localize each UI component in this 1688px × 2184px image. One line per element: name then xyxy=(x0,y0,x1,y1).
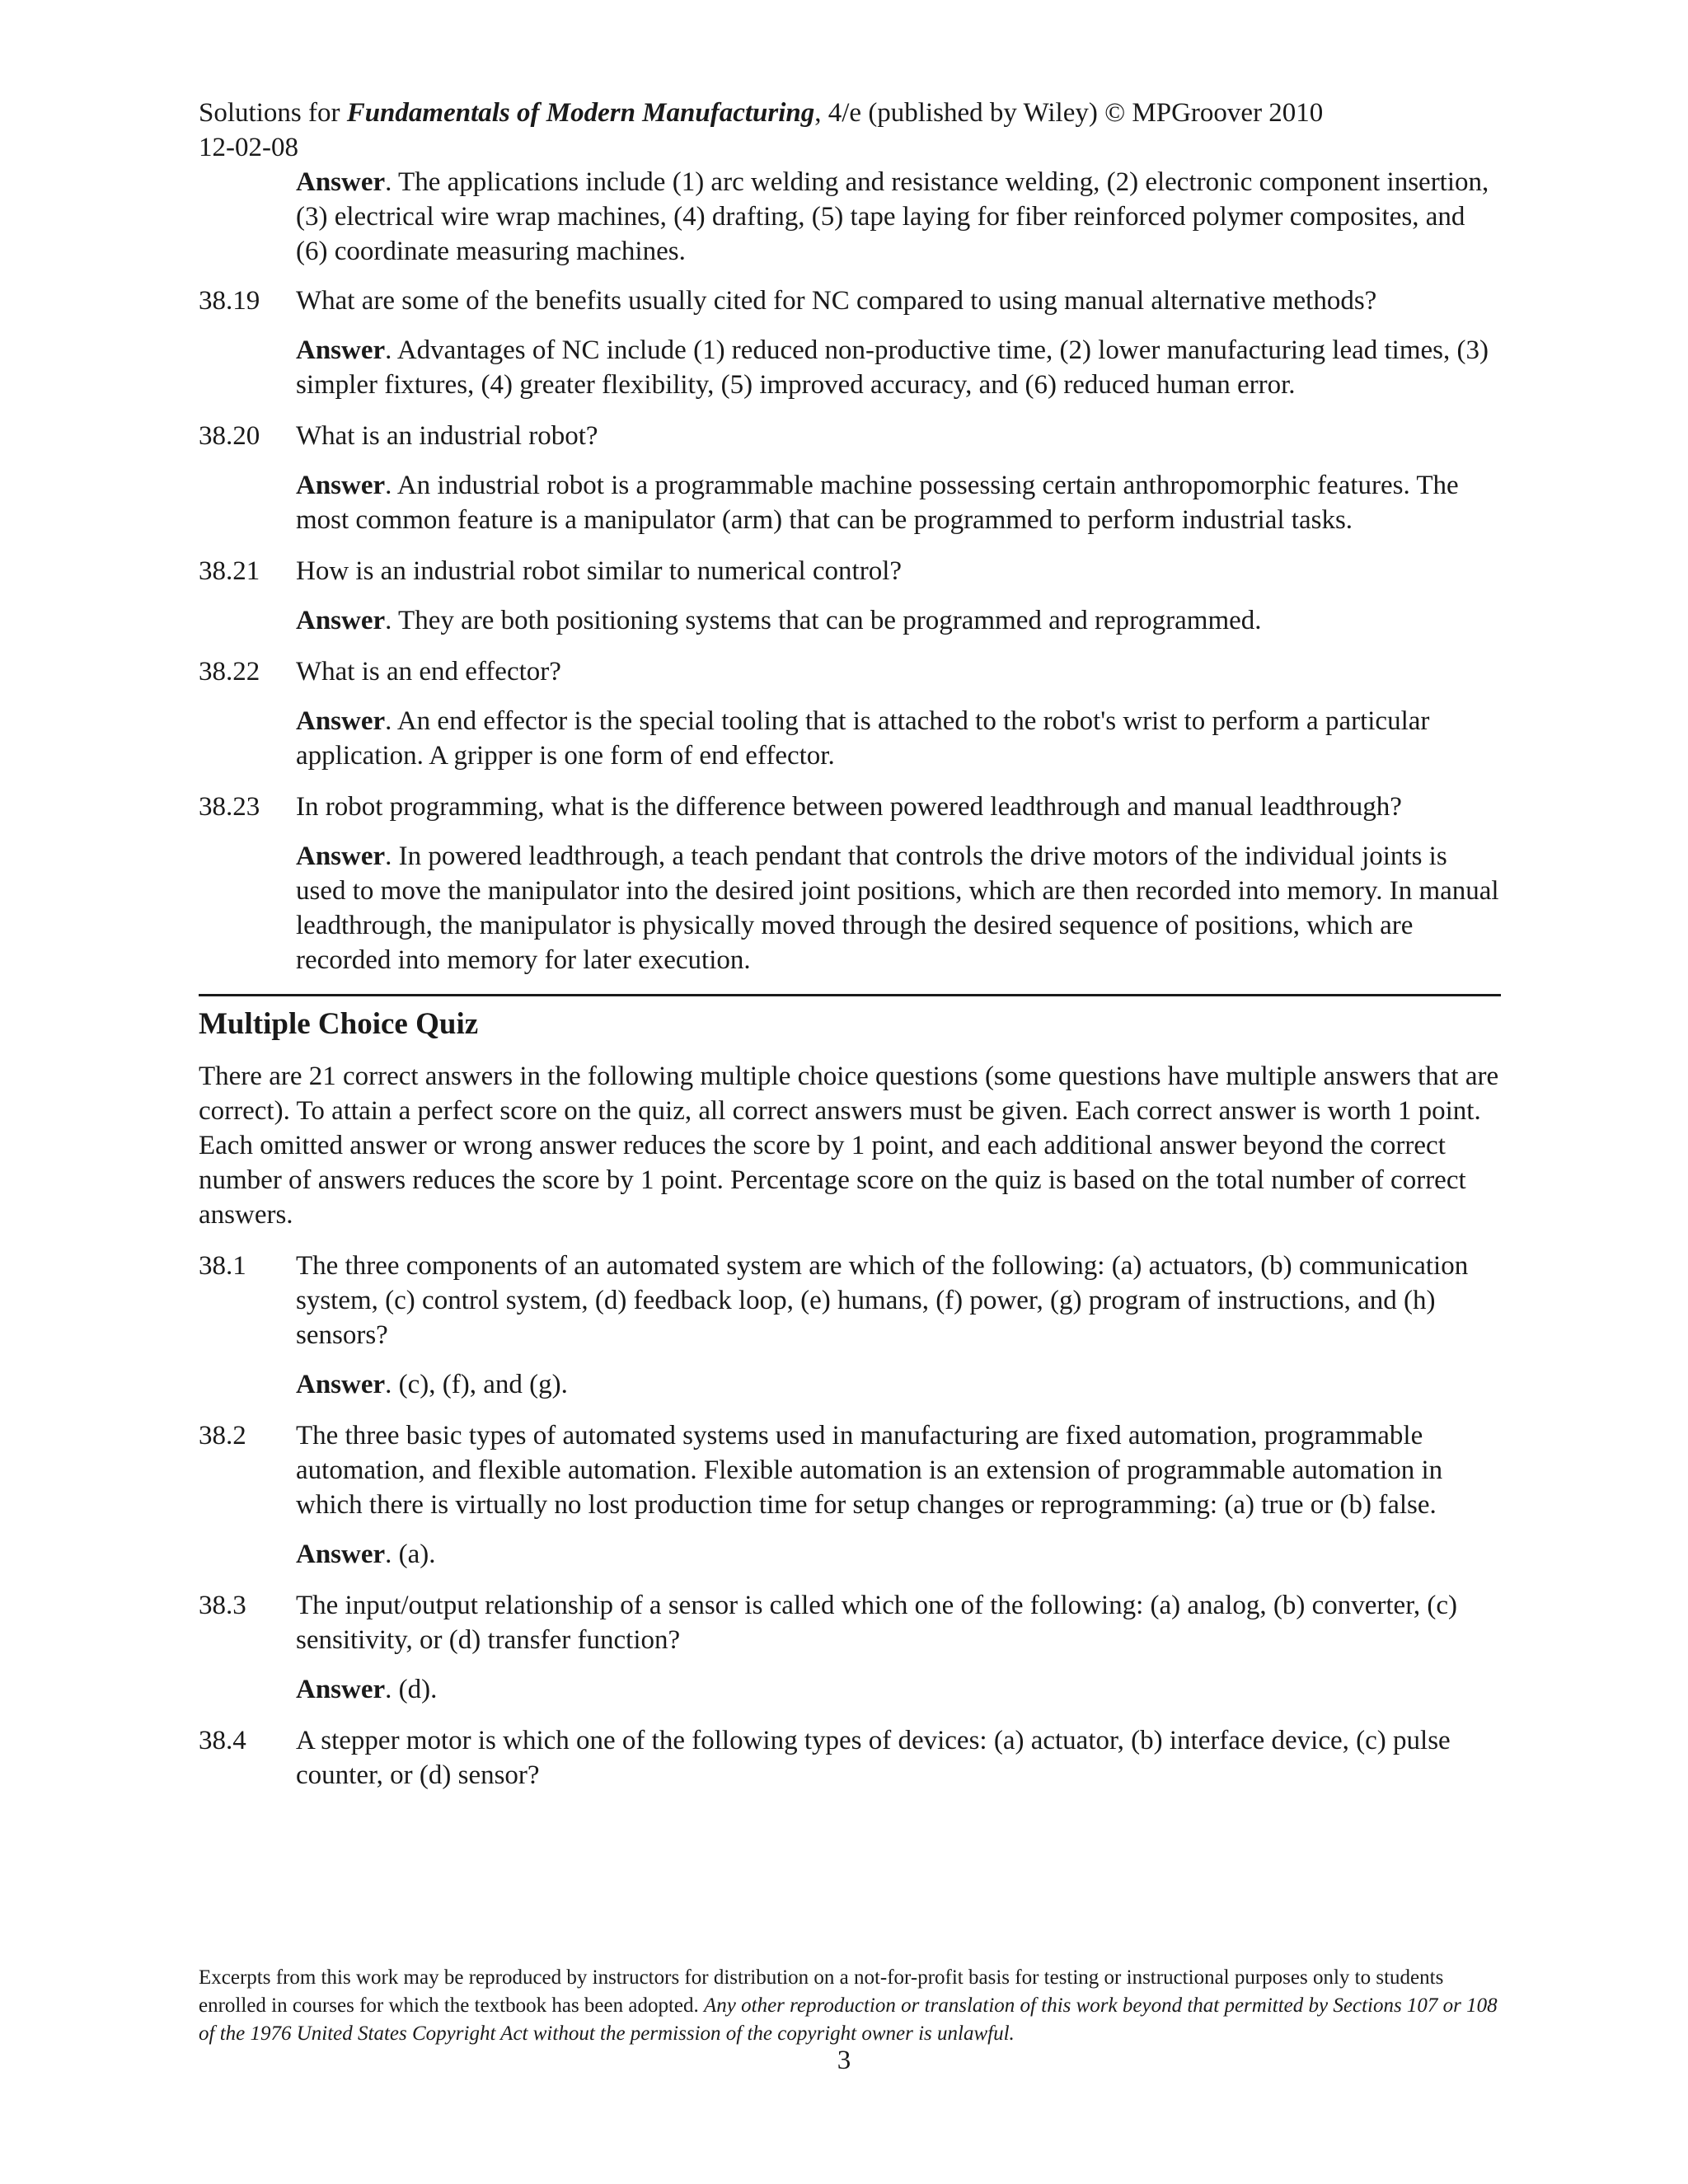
answer-label: Answer xyxy=(296,706,386,736)
answer-text: . The applications include (1) arc welding and resistance welding, (2) electronic component insertion, (3) electrical wire wrap machines, (4) drafting, (5) tape laying for fiber reinforced polymer composites, and (6) coordinate measuring machines. xyxy=(296,167,1489,266)
question-text: How is an industrial robot similar to numerical control? xyxy=(296,556,903,586)
page-content xyxy=(199,165,1501,1824)
quiz-item xyxy=(199,1723,1501,1807)
question-number: 38.23 xyxy=(199,792,260,822)
header-date: 12-02-08 xyxy=(199,133,298,162)
answer-label: Answer xyxy=(296,1675,386,1704)
question-block xyxy=(199,419,1501,537)
question-text: In robot programming, what is the difference between powered leadthrough and manual leadthrough? xyxy=(296,792,1402,822)
page-header xyxy=(199,96,1501,165)
header-suffix: , 4/e (published by Wiley) © MPGroover 2010 xyxy=(814,98,1324,128)
answer-text: . Advantages of NC include (1) reduced non-productive time, (2) lower manufacturing lead times, (3) simpler fixtures, (4) greater flexibility, (5) improved accuracy, and (6) reduced human error. xyxy=(296,335,1489,400)
question-text: What is an industrial robot? xyxy=(296,421,598,451)
footer-notice: Excerpts from this work may be reproduced by instructors for distribution on a not-for-profit basis for testing or instructional purposes only to students enrolled in courses for which the textbook has been adopted. xyxy=(199,1966,1444,2017)
quiz-item-number: 38.1 xyxy=(199,1251,246,1281)
question-block xyxy=(199,790,1501,977)
header-prefix: Solutions for xyxy=(199,98,347,128)
answer-label: Answer xyxy=(296,335,386,365)
quiz-item-text: The three basic types of automated systems used in manufacturing are fixed automation, programmable automation, and flexible automation. Flexible automation is an extension of programmable automation in which there is virtually no lost production time for setup changes or reprogramming: (a) true or (b) false. xyxy=(296,1421,1443,1520)
answer-label: Answer xyxy=(296,1370,386,1399)
page-footer xyxy=(199,1964,1501,2048)
header-book-title: Fundamentals of Modern Manufacturing xyxy=(346,98,815,128)
answer-label: Answer xyxy=(296,167,386,197)
answer-text: . They are both positioning systems that can be programmed and reprogrammed. xyxy=(385,606,1262,635)
answer-text: . (c), (f), and (g). xyxy=(385,1370,568,1399)
answer-label: Answer xyxy=(296,606,386,635)
question-number: 38.21 xyxy=(199,556,260,586)
answer-text: . (a). xyxy=(385,1540,436,1569)
footer-copyright-notice: Any other reproduction or translation of this work beyond that permitted by Sections 107 or 108 of the 1976 United States Copyright Act without the permission of the copyright owner is unlawful. xyxy=(199,1994,1498,2045)
question-block xyxy=(199,654,1501,773)
answer xyxy=(296,603,1501,638)
answer xyxy=(296,468,1501,537)
quiz-intro: There are 21 correct answers in the following multiple choice questions (some questions have multiple answers that are correct). To attain a perfect score on the quiz, all correct answers must be given. Each correct answer is worth 1 point. Each omitted answer or wrong answer reduces the score by 1 point, and each additional answer beyond the correct number of answers reduces the score by 1 point. Percentage score on the quiz is based on the total number of correct answers. xyxy=(199,1062,1499,1230)
page-number: 3 xyxy=(837,2046,851,2075)
quiz-item xyxy=(199,1588,1501,1707)
answer xyxy=(296,704,1501,773)
quiz-item xyxy=(199,1249,1501,1402)
answer-text: . (d). xyxy=(385,1675,438,1704)
answer-text: . An industrial robot is a programmable machine possessing certain anthropomorphic features. The most common feature is a manipulator (arm) that can be programmed to perform industrial tasks. xyxy=(296,471,1459,535)
quiz-item-number: 38.4 xyxy=(199,1726,246,1755)
question-number: 38.20 xyxy=(199,421,260,451)
section-divider xyxy=(199,994,1501,996)
quiz-item-number: 38.2 xyxy=(199,1421,246,1451)
quiz-item-text: A stepper motor is which one of the following types of devices: (a) actuator, (b) interface device, (c) pulse counter, or (d) sensor? xyxy=(296,1726,1451,1790)
question-text: What are some of the benefits usually cited for NC compared to using manual alternative methods? xyxy=(296,286,1377,316)
quiz-item-text: The three components of an automated system are which of the following: (a) actuators, (b) communication system, (c) control system, (d) feedback loop, (e) humans, (f) power, (g) program of instructions, and (h) sensors? xyxy=(296,1251,1469,1350)
answer-label: Answer xyxy=(296,841,386,871)
answer xyxy=(296,1537,1501,1572)
carryover-answer xyxy=(296,165,1501,269)
header-line xyxy=(199,96,1501,130)
answer xyxy=(296,1672,1501,1707)
answer-text: . An end effector is the special tooling that is attached to the robot's wrist to perform a particular application. A gripper is one form of end effector. xyxy=(296,706,1430,771)
answer xyxy=(296,333,1501,402)
section-title: Multiple Choice Quiz xyxy=(199,1007,479,1041)
quiz-item-number: 38.3 xyxy=(199,1591,246,1620)
answer xyxy=(296,839,1501,977)
question-number: 38.22 xyxy=(199,657,260,687)
question-text: What is an end effector? xyxy=(296,657,561,687)
quiz-item-text: The input/output relationship of a sensor is called which one of the following: (a) analog, (b) converter, (c) sensitivity, or (d) transfer function? xyxy=(296,1591,1457,1655)
question-block xyxy=(199,284,1501,402)
answer-label: Answer xyxy=(296,1540,386,1569)
question-block xyxy=(199,554,1501,638)
quiz-item xyxy=(199,1418,1501,1572)
answer xyxy=(296,1367,1501,1402)
answer-text: . In powered leadthrough, a teach pendant that controls the drive motors of the individual joints is used to move the manipulator into the desired joint positions, which are then recorded into memory. In manual leadthrough, the manipulator is physically moved through the desired sequence of positions, which are recorded into memory for later execution. xyxy=(296,841,1499,975)
question-number: 38.19 xyxy=(199,286,260,316)
answer-label: Answer xyxy=(296,471,386,500)
